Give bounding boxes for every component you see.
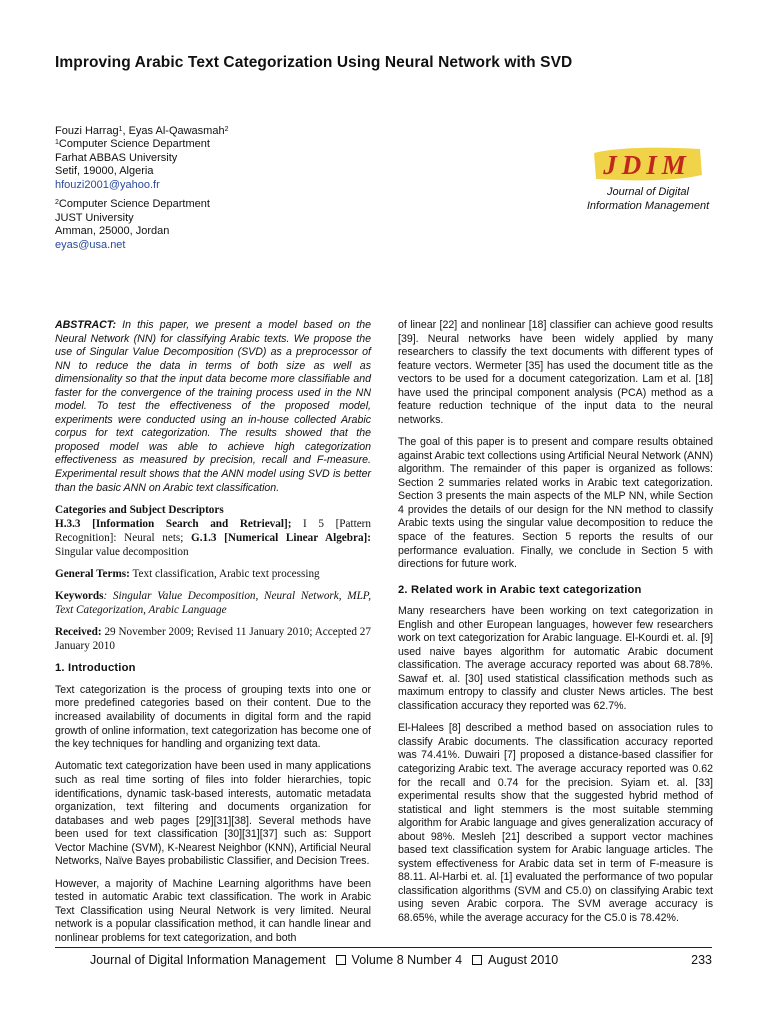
affiliation-2-univ: JUST University xyxy=(55,211,134,224)
logo-text: JDIM xyxy=(603,150,691,180)
affiliation-1-sup: 1 xyxy=(55,139,59,146)
received-dates xyxy=(55,626,371,653)
general-terms xyxy=(55,568,371,582)
received-text: 29 November 2009; Revised 11 January 2010; Accepted 27 January 2010 xyxy=(55,626,371,652)
author-2-sup: 2 xyxy=(224,126,229,133)
intro-paragraph-3: However, a majority of Machine Learning algorithms have been tested in automatic Arabic text classification. The work in Arabic Text Classification using Neural Network is very limited. Neural network is a popular classification method, it can handle linear and nonlinear problems for text categorization, and both xyxy=(55,877,371,944)
affiliation-2-sup: 2 xyxy=(55,199,59,206)
page-footer xyxy=(90,953,712,967)
abstract-text: In this paper, we present a model based on the Neural Network (NN) for classifying Arabic texts. We propose the use of Singular Value Decomposition (SVD) as a preprocessor of NN to reduce the data in terms of both size as well as dimensionality so that the input data become more classifiable and faster for the convergence of the training process used in the NN model. To test the effectiveness of the proposed model, experiments were conducted using an in-house collected Arabic corpus for text categorization. The results showed that the proposed model was able to achieve high categorization effectiveness as measured by precision, recall and F-measure. Experimental result shows that the ANN model using SVD is better than the basic ANN on Arabic text classification. xyxy=(55,319,371,494)
authors-line xyxy=(55,125,228,139)
right-paragraph-2: The goal of this paper is to present and compare results obtained against Arabic text collections using Artificial Neural Network (ANN) algorithm. The remainder of this paper is organized as follows: Section 2 summaries related works in Arabic text categorization. Section 3 presents the main aspects of the MLP NN, while Section 4 provides the details of our design for the NN method to classify Arabic texts using the singular value decomposition to reduce the space of the features. Section 5 reports the results of our performance evaluation. Finally, we conclude in Section 5 with directions for future work. xyxy=(398,436,713,571)
footer-date: August 2010 xyxy=(488,953,559,967)
section-1-heading: 1. Introduction xyxy=(55,662,136,675)
page-number: 233 xyxy=(691,953,712,967)
email-link-2[interactable]: eyas@usa.net xyxy=(55,238,126,251)
categories-text xyxy=(55,518,371,559)
left-column xyxy=(55,319,371,954)
affiliation-1-dept: Computer Science Department xyxy=(58,138,210,150)
affiliation-1-city: Setif, 19000, Algeria xyxy=(55,165,154,177)
section-2-heading: 2. Related work in Arabic text categorization xyxy=(398,583,642,596)
footer-journal: Journal of Digital Information Management xyxy=(90,953,326,967)
received-label: Received: xyxy=(55,626,102,639)
right-column xyxy=(398,319,713,934)
footer-rule xyxy=(55,947,712,948)
affiliation-2-city: Amman, 25000, Jordan xyxy=(55,225,170,237)
general-terms-text: Text classification, Arabic text processing xyxy=(129,568,320,581)
affiliation-2-dept: Computer Science Department xyxy=(58,198,210,210)
affiliation-1 xyxy=(55,138,210,192)
related-paragraph-2: El-Halees [8] described a method based on association rules to classify Arabic documents. The classification accuracy reported was 74.41%. Duwairi [7] proposed a distance-based classifier for categorizing Arabic text. The average accuracy reported was 0.62 for the recall and 0.74 for the precision. Syiam et. al. [33] experimental results show that the suggested hybrid method of statistical and light stemmers is the most suitable stemming algorithm for Arabic language and gives generalization accuracy of about 98%. Mesleh [21] described a support vector machines based text classification system for Arabic language articles. The system effectiveness for Arabic data set in term of F-measure is 88.11. Al-Harbi et. al. [1] evaluated the performance of two popular classification algorithms (SVM and C5.0) on classifying Arabic text using seven Arabic corpora. The SVM average accuracy is 68.65%, while the average accuracy for the C5.0 is 78.42%. xyxy=(398,722,713,925)
category-2-code: G.1.3 [Numerical Linear Algebra]: xyxy=(191,532,372,545)
intro-paragraph-1: Text categorization is the process of grouping texts into one or more predefined categories based on their content. Due to the increased availability of documents in digital form and the rapid growth of online information, text categorization has become one of the key techniques for handling and organizing text data. xyxy=(55,683,371,751)
affiliation-1-univ: Farhat ABBAS University xyxy=(55,151,178,164)
related-paragraph-1: Many researchers have been working on text categorization in English and other European languages, however few researchers work on text categorization for Arabic language. El-Kourdi et. al. [9] used naive bayes algorithm for automatic Arabic document classification. The average accuracy reported was about 68.78%. Sawaf et. al. [30] used statistical classification methods such as maximum entropy to classify and cluster News articles. The best classification accuracy they reported was 62.7%. xyxy=(398,605,713,713)
general-terms-label: General Terms: xyxy=(55,568,130,581)
paper-title: Improving Arabic Text Categorization Using Neural Network with SVD xyxy=(55,54,573,71)
journal-label-line-1: Journal of Digital xyxy=(607,186,689,198)
affiliation-2 xyxy=(55,198,210,252)
footer-volume: Volume 8 Number 4 xyxy=(351,953,463,967)
abstract xyxy=(55,319,371,495)
category-1-code: H.3.3 [Information Search and Retrieval]; xyxy=(55,518,292,531)
categories-heading: Categories and Subject Descriptors xyxy=(55,503,224,516)
keywords-text: : Singular Value Decomposition, Neural Network, MLP, Text Categorization, Arabic Language xyxy=(55,590,371,617)
footer-left xyxy=(90,953,558,967)
jdim-logo xyxy=(588,145,706,185)
email-link-1[interactable]: hfouzi2001@yahoo.fr xyxy=(55,178,160,191)
intro-paragraph-2: Automatic text categorization have been used in many applications such as real time sorting of files into folder hierarchies, topic identifications, dynamic task-based interests, automatic metadata organization, text filtering and documents organization for databases and web pages [29][31][38]. Several methods have been used for text classification [30][31][37] such as: Support Vector Machine (SVM), K-Nearest Neighbor (KNN), Artificial Neural Networks, Naïve Bayes probabilistic Classifier, and Decision Trees. xyxy=(55,760,371,868)
author-1-sup: 1 xyxy=(118,126,123,133)
author-2: , Eyas Al-Qawasmah xyxy=(122,125,225,137)
category-1-text: I 5 [Pattern Recognition]: Neural nets; xyxy=(55,518,371,545)
journal-label xyxy=(575,185,721,213)
right-paragraph-1: of linear [22] and nonlinear [18] classifier can achieve good results [39]. Neural networks have been widely applied by many researchers to classify the text documents with different types of feature vectors. Wermeter [35] has used the document title as the vectors to be used for a document categorization. Lam et al. [18] have used the principal component analysis (PCA) method as a feature reduction technique of the input data to the neural networks. xyxy=(398,319,713,426)
abstract-label: ABSTRACT: xyxy=(55,319,117,331)
author-1: Fouzi Harrag xyxy=(55,125,119,137)
checkbox-bullet-icon xyxy=(336,955,346,965)
keywords-label: Keywords xyxy=(55,590,104,603)
journal-label-line-2: Information Management xyxy=(586,200,710,212)
keywords xyxy=(55,590,371,617)
category-2-text: Singular value decomposition xyxy=(55,545,189,558)
checkbox-bullet-icon xyxy=(472,955,482,965)
